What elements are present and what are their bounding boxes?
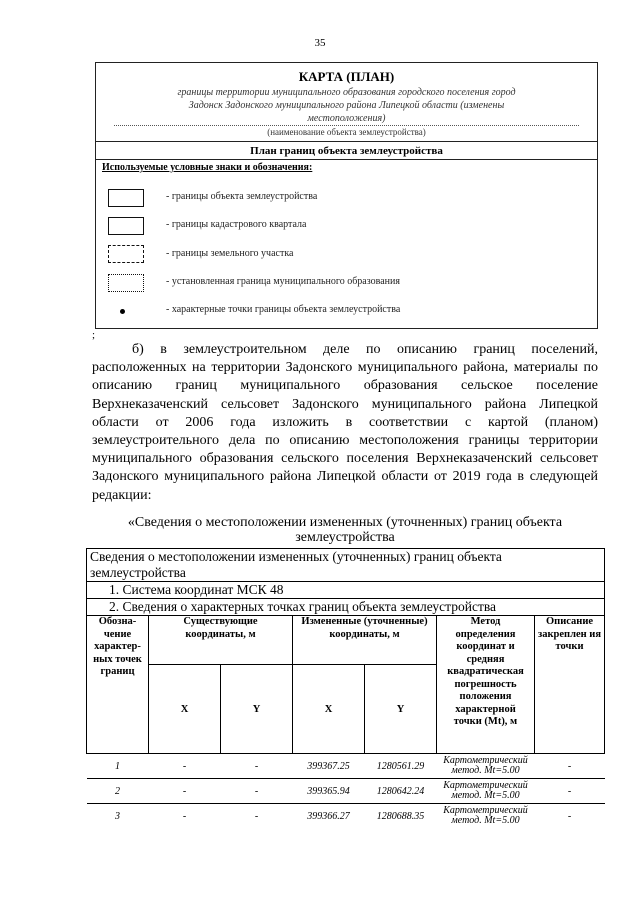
changed-y: 1280688.35 xyxy=(365,804,437,829)
map-plan-box xyxy=(95,62,598,329)
header-changed: Измененные (уточненные) координаты, м xyxy=(293,616,437,665)
legend-title: Используемые условные знаки и обозначения: xyxy=(102,162,313,173)
quote-heading: «Сведения о местоположении измененных (уточненных) границ объекта землеустройства xyxy=(127,515,563,545)
paragraph-text: б) в землеустроительном деле по описанию границ поселений, расположенных на территории Задонского муниципального района, материалы по описанию границ муниципального образования сельское поселение Верхнеказаченский сельсовет Задонского муниципального района Липецкой области от 2006 года изложить в соответствии с картой (планом) землеустроительного дела по описанию местоположения границы территории муниципального образования сельского поселения Верхнеказаченский сельсовет Задонского муниципального района Липецкой области от 2019 года в следующей редакции: xyxy=(92,342,598,503)
semicolon: ; xyxy=(92,329,96,341)
legend-symbol-land-plot xyxy=(108,245,144,263)
changed-x: 399367.25 xyxy=(293,754,365,779)
description: - xyxy=(535,804,605,829)
existing-y: - xyxy=(221,804,293,829)
method: Картометрический метод. Mt=5.00 xyxy=(437,754,535,779)
map-subtitle-note: (наименование объекта землеустройства) xyxy=(267,127,426,137)
existing-y: - xyxy=(221,779,293,804)
legend-symbol-municipal xyxy=(108,274,144,292)
changed-y: 1280561.29 xyxy=(365,754,437,779)
legend-label: - границы земельного участка xyxy=(166,248,294,259)
page-number: 35 xyxy=(314,37,326,49)
changed-y: 1280642.24 xyxy=(365,779,437,804)
header-method: Метод определения координат и средняя квадратическая погрешность положения характерной точки (Mt), м xyxy=(437,616,535,754)
table-row xyxy=(87,804,605,829)
dotted-underline xyxy=(114,125,579,126)
points-table xyxy=(86,548,604,828)
method: Картометрический метод. Mt=5.00 xyxy=(437,804,535,829)
header-changed-y: Y xyxy=(365,665,437,754)
point-number: 2 xyxy=(87,779,149,804)
body-paragraph xyxy=(92,341,598,505)
legend-label: - границы кадастрового квартала xyxy=(166,219,307,230)
table-section-2: 2. Сведения о характерных точках границ объекта землеустройства xyxy=(87,599,605,616)
header-changed-x: X xyxy=(293,665,365,754)
description: - xyxy=(535,779,605,804)
header-existing-x: X xyxy=(149,665,221,754)
changed-x: 399366.27 xyxy=(293,804,365,829)
table-section-1: 1. Система координат МСК 48 xyxy=(87,582,605,599)
legend-label: - характерные точки границы объекта землеустройства xyxy=(166,304,401,315)
existing-x: - xyxy=(149,779,221,804)
legend-symbol-cadastral xyxy=(108,217,144,235)
header-description: Описание закреплен ия точки xyxy=(535,616,605,754)
legend-symbol-boundary xyxy=(108,189,144,207)
legend-label: - границы объекта землеустройства xyxy=(166,191,318,202)
header-designation: Обозна-чение характер-ных точек границ xyxy=(87,616,149,754)
header-existing: Существующие координаты, м xyxy=(149,616,293,665)
existing-y: - xyxy=(221,754,293,779)
map-subtitle-line1: границы территории муниципального образования городского поселения город xyxy=(177,87,516,98)
plan-title: План границ объекта землеустройства xyxy=(250,145,443,157)
map-subtitle-line3: местоположения) xyxy=(307,113,386,124)
map-title: КАРТА (ПЛАН) xyxy=(298,69,395,84)
map-subtitle-line2: Задонск Задонского муниципального района Липецкой области (изменены xyxy=(188,100,505,111)
header-existing-y: Y xyxy=(221,665,293,754)
point-number: 3 xyxy=(87,804,149,829)
point-number: 1 xyxy=(87,754,149,779)
divider xyxy=(96,141,597,142)
description: - xyxy=(535,754,605,779)
existing-x: - xyxy=(149,754,221,779)
table-row xyxy=(87,754,605,779)
table-row xyxy=(87,779,605,804)
method: Картометрический метод. Mt=5.00 xyxy=(437,779,535,804)
existing-x: - xyxy=(149,804,221,829)
changed-x: 399365.94 xyxy=(293,779,365,804)
legend-label: - установленная граница муниципального образования xyxy=(166,276,400,287)
legend-point-icon xyxy=(120,309,125,314)
divider xyxy=(96,159,597,160)
table-title: Сведения о местоположении измененных (уточненных) границ объекта землеустройства xyxy=(87,549,605,582)
